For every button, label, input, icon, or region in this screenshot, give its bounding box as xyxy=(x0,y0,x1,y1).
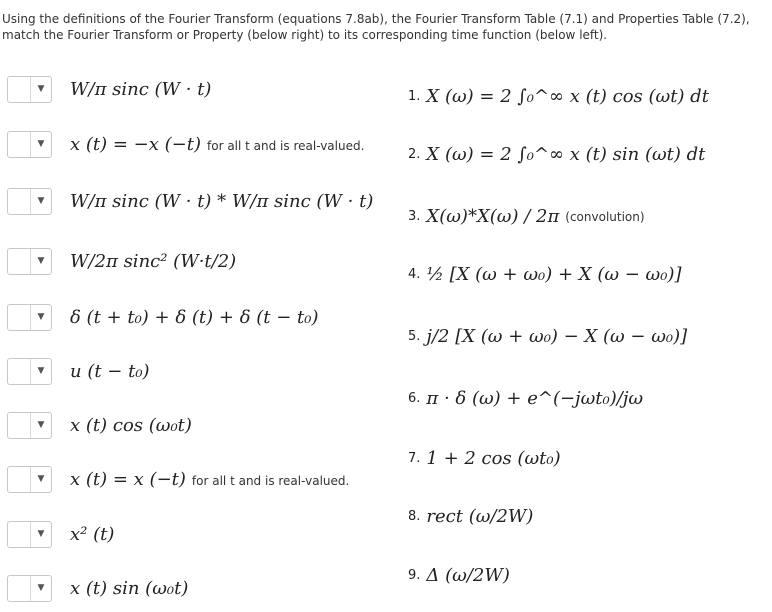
chevron-down-icon: ▼ xyxy=(37,420,45,430)
chevron-down-icon: ▼ xyxy=(37,366,45,376)
chevron-down-icon: ▼ xyxy=(37,583,45,593)
instructions-text: Using the definitions of the Fourier Transform (equations 7.8ab), the Fourier Transform Table (7.1) and Properties Table (7.2), match the Fourier Transform or Property (below right) to its corresponding time function (below left). xyxy=(2,12,750,42)
transform-option-5: 5. j/2 [X (ω + ω₀) − X (ω − ω₀)] xyxy=(408,326,688,347)
match-row-10 xyxy=(7,573,194,603)
transform-option-3: 3. X(ω)*X(ω) / 2π (convolution) xyxy=(408,206,645,227)
time-function-4: W/2π sinc² (W·t/2) xyxy=(70,250,237,272)
match-row-4 xyxy=(7,246,242,276)
answer-dropdown-4[interactable] xyxy=(7,248,52,275)
transform-option-8: 8. rect (ω/2W) xyxy=(408,506,534,527)
transform-option-9: 9. Δ (ω/2W) xyxy=(408,565,510,586)
chevron-down-icon: ▼ xyxy=(37,529,45,539)
match-row-5 xyxy=(7,302,325,332)
answer-dropdown-2[interactable] xyxy=(7,131,52,158)
chevron-down-icon: ▼ xyxy=(37,139,45,149)
chevron-down-icon: ▼ xyxy=(37,474,45,484)
answer-dropdown-9[interactable] xyxy=(7,521,52,548)
match-row-3 xyxy=(7,186,379,216)
time-function-9: x² (t) xyxy=(70,523,115,545)
transform-option-4: 4. ½ [X (ω + ω₀) + X (ω − ω₀)] xyxy=(408,264,682,285)
time-function-2: x (t) = −x (−t) for all t and is real-valued. xyxy=(70,133,365,155)
match-row-2 xyxy=(7,129,364,159)
chevron-down-icon: ▼ xyxy=(37,312,45,322)
time-function-10: x (t) sin (ω₀t) xyxy=(70,577,189,599)
chevron-down-icon: ▼ xyxy=(37,196,45,206)
time-function-1: W/π sinc (W · t) xyxy=(70,78,212,100)
transform-option-1: 1. X (ω) = 2 ∫₀^∞ x (t) cos (ωt) dt xyxy=(408,86,709,107)
time-function-6: u (t − t₀) xyxy=(70,360,150,382)
match-row-6 xyxy=(7,356,156,386)
time-function-7: x (t) cos (ω₀t) xyxy=(70,414,192,436)
chevron-down-icon: ▼ xyxy=(37,84,45,94)
answer-dropdown-3[interactable] xyxy=(7,188,52,215)
match-row-9 xyxy=(7,519,120,549)
match-row-1 xyxy=(7,74,217,104)
answer-dropdown-1[interactable] xyxy=(7,76,52,103)
time-function-5: δ (t + t₀) + δ (t) + δ (t − t₀) xyxy=(70,306,319,328)
answer-dropdown-7[interactable] xyxy=(7,412,52,439)
chevron-down-icon: ▼ xyxy=(37,256,45,266)
time-function-3: W/π sinc (W · t) * W/π sinc (W · t) xyxy=(70,190,374,212)
match-row-8 xyxy=(7,464,349,494)
answer-dropdown-8[interactable] xyxy=(7,466,52,493)
match-row-7 xyxy=(7,410,198,440)
answer-dropdown-6[interactable] xyxy=(7,358,52,385)
transform-option-2: 2. X (ω) = 2 ∫₀^∞ x (t) sin (ωt) dt xyxy=(408,144,706,165)
answer-dropdown-10[interactable] xyxy=(7,575,52,602)
transform-option-6: 6. π · δ (ω) + e^(−jωt₀)/jω xyxy=(408,388,644,409)
time-function-8: x (t) = x (−t) for all t and is real-valued. xyxy=(70,468,350,490)
answer-dropdown-5[interactable] xyxy=(7,304,52,331)
transform-option-7: 7. 1 + 2 cos (ωt₀) xyxy=(408,448,561,469)
